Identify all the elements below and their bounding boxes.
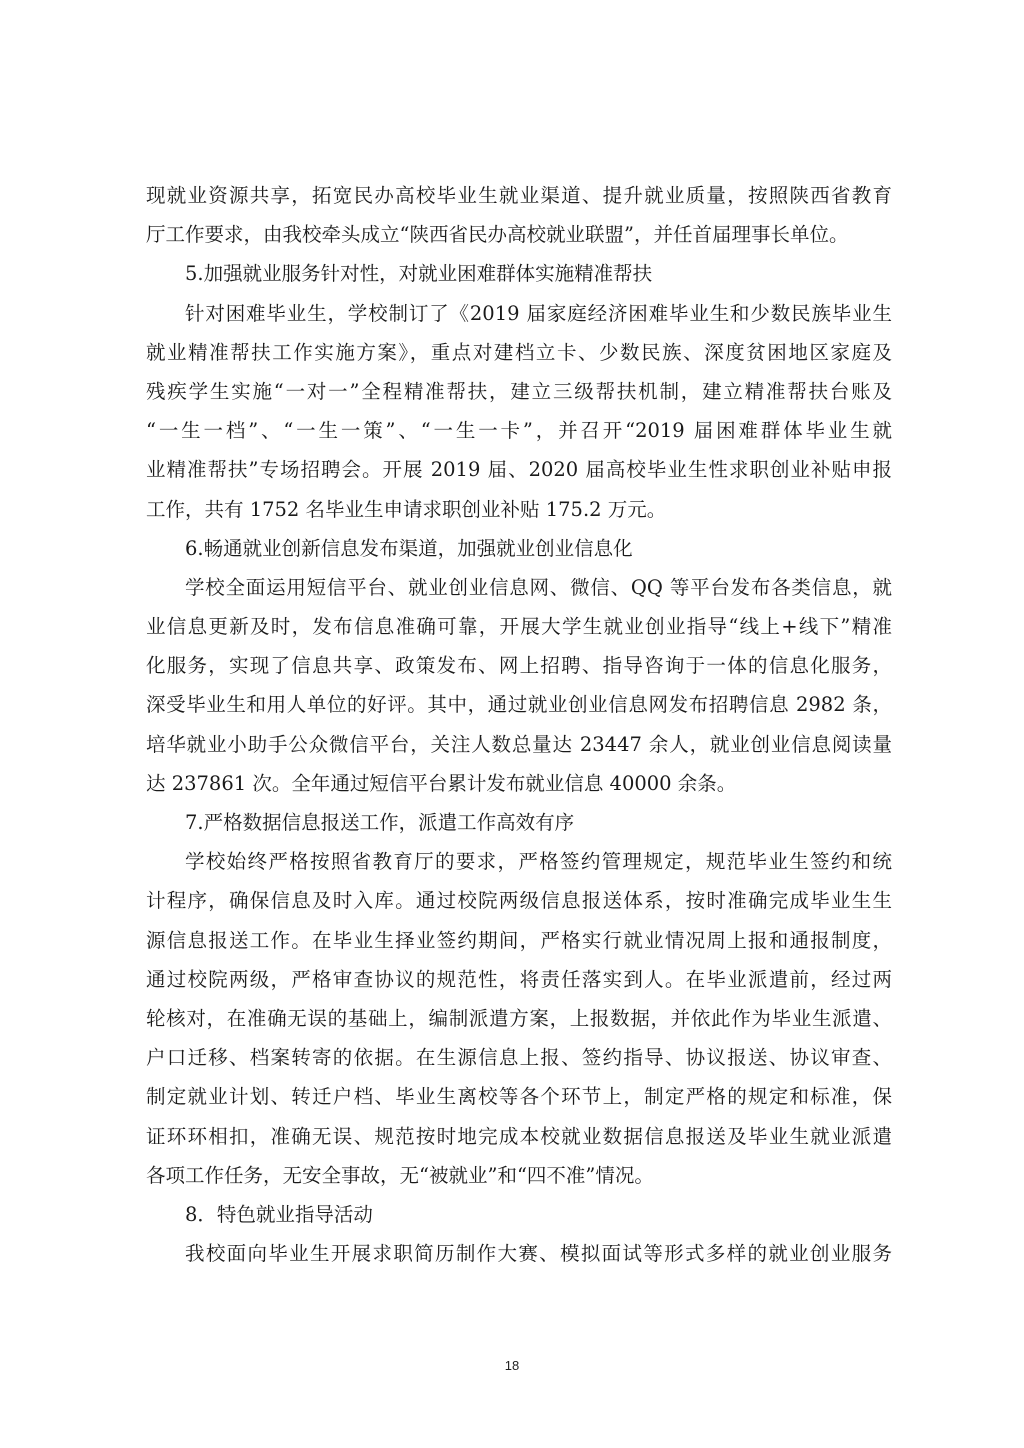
paragraph-line: 残疾学生实施“一对一”全程精准帮扶，建立三级帮扶机制，建立精准帮扶台账及 [146,379,892,403]
paragraph-line: 源信息报送工作。在毕业生择业签约期间，严格实行就业情况周上报和通报制度， [146,928,892,952]
paragraph-line: 学校全面运用短信平台、就业创业信息网、微信、QQ 等平台发布各类信息，就 [185,575,892,599]
paragraph-line: 深受毕业生和用人单位的好评。其中，通过就业创业信息网发布招聘信息 2982 条， [146,693,892,717]
section-heading: 5.加强就业服务针对性，对就业困难群体实施精准帮扶 [185,262,653,286]
paragraph-line: 通过校院两级，严格审查协议的规范性，将责任落实到人。在毕业派遣前，经过两 [146,967,892,991]
paragraph-line: 轮核对，在准确无误的基础上，编制派遣方案，上报数据，并依此作为毕业生派遣、 [146,1006,892,1030]
paragraph-line: 户口迁移、档案转寄的依据。在生源信息上报、签约指导、协议报送、协议审查、 [146,1046,892,1070]
paragraph-line: 证环环相扣，准确无误、规范按时地完成本校就业数据信息报送及毕业生就业派遣 [146,1124,892,1148]
paragraph-line: 现就业资源共享，拓宽民办高校毕业生就业渠道、提升就业质量，按照陕西省教育 [146,184,892,207]
paragraph-line: 针对困难毕业生，学校制订了《2019 届家庭经济困难毕业生和少数民族毕业生 [185,301,892,325]
paragraph-line: 学校始终严格按照省教育厅的要求，严格签约管理规定，规范毕业生签约和统 [185,850,892,874]
page-number: 18 [504,1358,520,1373]
paragraph-line: 培华就业小助手公众微信平台，关注人数总量达 23447 余人，就业创业信息阅读量 [146,732,892,756]
section-heading: 8．特色就业指导活动 [185,1202,373,1226]
paragraph-line: 我校面向毕业生开展求职简历制作大赛、模拟面试等形式多样的就业创业服务 [185,1242,892,1266]
paragraph-line: 业信息更新及时，发布信息准确可靠，开展大学生就业创业指导“线上+线下”精准 [146,615,892,639]
paragraph-line: 业精准帮扶”专场招聘会。开展 2019 届、2020 届高校毕业生性求职创业补贴申报 [146,458,892,482]
section-heading: 7.严格数据信息报送工作，派遣工作高效有序 [185,811,575,834]
paragraph-line: 化服务，实现了信息共享、政策发布、网上招聘、指导咨询于一体的信息化服务， [146,654,892,678]
paragraph-line: 就业精准帮扶工作实施方案》，重点对建档立卡、少数民族、深度贫困地区家庭及 [146,340,892,364]
section-heading: 6.畅通就业创新信息发布渠道，加强就业创业信息化 [185,536,633,560]
paragraph-line: 达 237861 次。全年通过短信平台累计发布就业信息 40000 余条。 [146,771,737,795]
paragraph-line: “一生一档”、“一生一策”、“一生一卡”，并召开“2019 届困难群体毕业生就 [146,419,892,443]
paragraph-line: 各项工作任务，无安全事故，无“被就业”和“四不准”情况。 [146,1163,654,1187]
body-text [146,176,892,1273]
paragraph-line: 厅工作要求，由我校牵头成立“陕西省民办高校就业联盟”，并任首届理事长单位。 [146,223,849,247]
paragraph-line: 制定就业计划、转迁户档、毕业生离校等各个环节上，制定严格的规定和标准，保 [146,1085,892,1109]
paragraph-line: 计程序，确保信息及时入库。通过校院两级信息报送体系，按时准确完成毕业生生 [146,889,892,913]
paragraph-line: 工作，共有 1752 名毕业生申请求职创业补贴 175.2 万元。 [146,497,667,521]
